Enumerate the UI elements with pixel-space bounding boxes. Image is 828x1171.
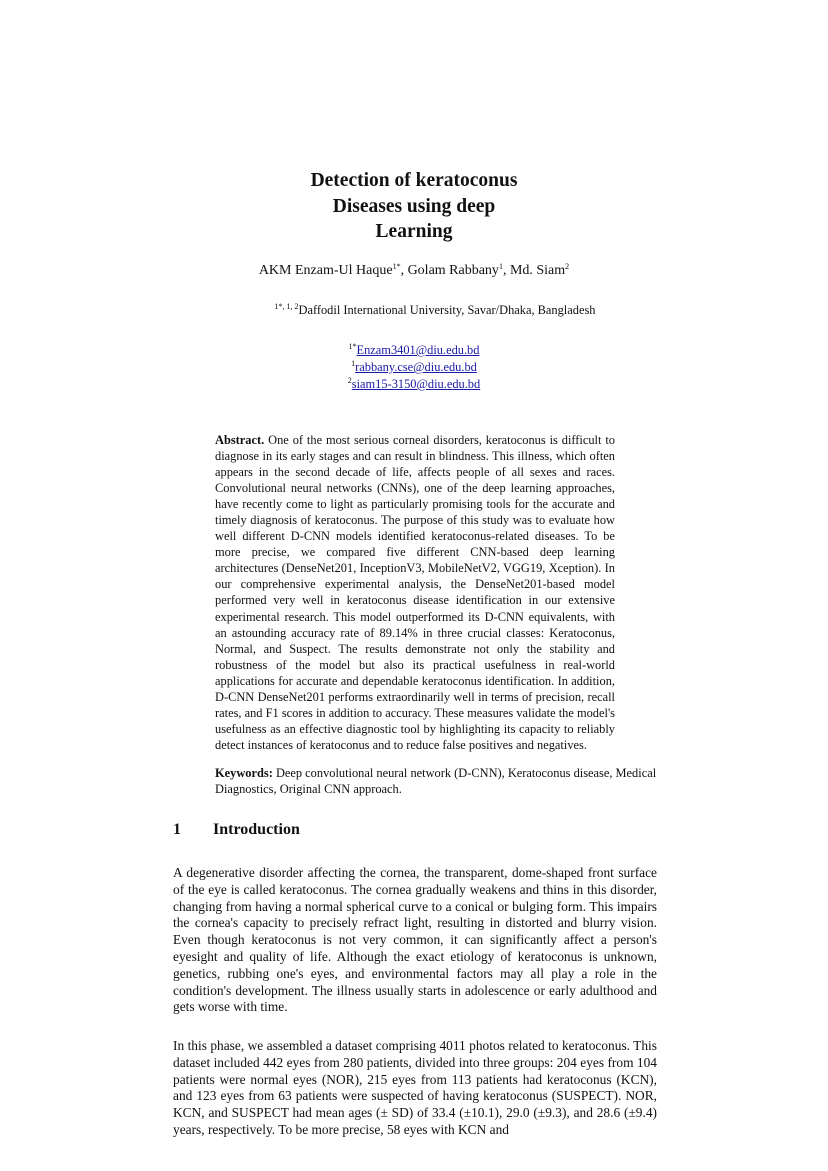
affiliation [0, 302, 828, 318]
email-link[interactable]: siam15-3150@diu.edu.bd [351, 377, 481, 391]
title-line: Learning [375, 221, 453, 242]
abstract-text: One of the most serious corneal disorders, keratoconus is difficult to diagnose in its early stages and can result in blindness. This illness, which often appears in the second decade of life, affects people of all sexes and races. Convolutional neural networks (CNNs), one of the deep learning approaches, have recently come to light as particularly promising tools for the accurate and timely diagnosis of keratoconus. The purpose of this study was to evaluate how well different D-CNN models identified keratoconus-related diseases. To be more precise, we compared five different CNN-based deep learning architectures (DenseNet201, InceptionV3, MobileNetV2, VGG19, Xception). In our comprehensive experimental analysis, the DenseNet201-based model performed very well in keratoconus disease identification in our extensive experimental research. This model outperformed its D-CNN equivalents, with an astounding accuracy rate of 89.14% in three crucial classes: Keratoconus, Normal, and Suspect. The results demonstrate not only the stability and robustness of the model but also its practical usefulness in real-world applications for accurate and dependable keratoconus identification. In addition, D-CNN DenseNet201 performs extraordinarily well in terms of precision, recall rates, and F1 scores in addition to accuracy. These measures validate the model's usefulness as an effective diagnostic tool by highlighting its capacity to reliably detect instances of keratoconus and to reduce false positives and negatives. [215, 433, 615, 752]
section-heading [173, 820, 300, 840]
title-line: Diseases using deep [332, 195, 496, 217]
abstract-label: Abstract. [215, 433, 265, 447]
author-name: AKM Enzam-Ul Haque [258, 263, 393, 278]
email-entry [0, 342, 828, 359]
body-paragraph: In this phase, we assembled a dataset comprising 4011 photos related to keratoconus. This dataset included 442 eyes from 280 patients, divided into three groups: 204 eyes from 104 patients were normal eyes (NOR), 215 eyes from 113 patients had keratoconus (KCN), and 123 eyes from 63 patients were suspected of having keratoconus (SUSPECT). NOR, KCN, and SUSPECT had mean ages (± SD) of 33.4 (±10.1), 29.0 (±9.3), and 28.6 (±9.4) years, respectively. To be more precise, 58 eyes with KCN and [173, 1038, 657, 1137]
email-link[interactable]: rabbany.cse@diu.edu.bd [355, 360, 477, 374]
section-number: 1 [173, 821, 181, 838]
paper-title [0, 168, 828, 245]
email-entry [0, 359, 828, 376]
email-mark: 1* [348, 342, 357, 351]
title-line: Detection of keratoconus [310, 170, 518, 191]
abstract [215, 432, 615, 753]
email-link[interactable]: Enzam3401@diu.edu.bd [356, 343, 480, 357]
affiliation-text: Daffodil International University, Savar/Dhaka, Bangladesh [298, 303, 596, 317]
author-name: , Golam Rabbany [400, 263, 499, 278]
email-entry [0, 376, 828, 393]
author-affiliation-mark: 2 [565, 262, 570, 271]
author-affiliation-mark: 1 [498, 262, 503, 271]
body-paragraph: A degenerative disorder affecting the cornea, the transparent, dome-shaped front surface of the eye is called keratoconus. The cornea gradually weakens and thins in this disorder, changing from having a normal spherical curve to a conical or bulging form. This impairs the cornea's capacity to precisely refract light, resulting in distorted and blurry vision. Even though keratoconus is not very common, it can significantly affect a person's eyesight and quality of life. Although the exact etiology of keratoconus is unknown, genetics, rubbing one's eyes, and environmental factors may all play a role in the condition's development. The illness usually starts in adolescence or early adulthood and gets worse with time. [173, 865, 657, 1015]
email-mark: 2 [347, 376, 352, 385]
keywords [215, 765, 660, 797]
section-title: Introduction [213, 821, 300, 838]
affiliation-mark: 1*, 1, 2 [274, 302, 299, 311]
keywords-text: Deep convolutional neural network (D-CNN), Keratoconus disease, Medical Diagnostics, Original CNN approach. [215, 766, 657, 796]
author-name: , Md. Siam [502, 263, 566, 278]
email-list [0, 342, 828, 393]
author-list [0, 262, 828, 280]
keywords-label: Keywords: [215, 766, 273, 780]
email-mark: 1 [351, 359, 356, 368]
author-affiliation-mark: 1* [392, 262, 401, 271]
